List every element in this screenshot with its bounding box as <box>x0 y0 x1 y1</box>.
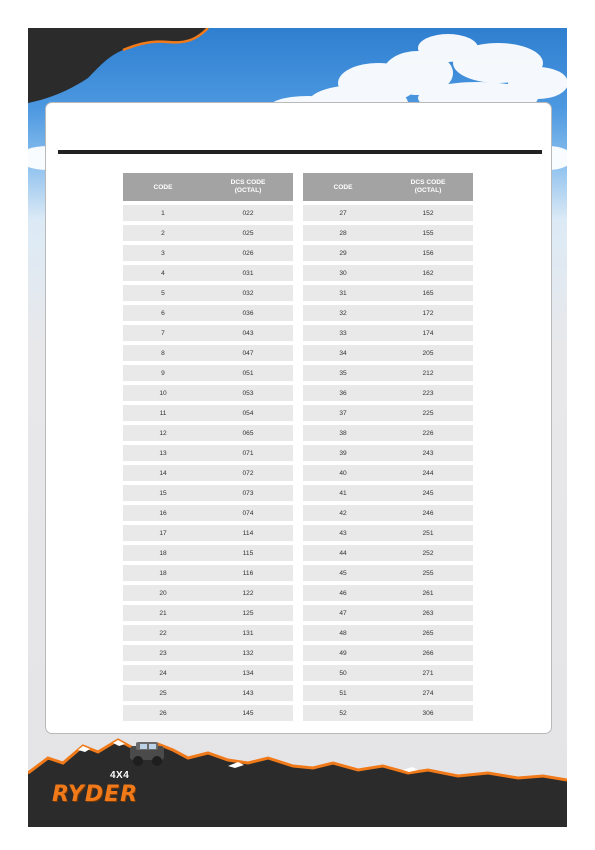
table-row <box>303 205 473 221</box>
table-row <box>123 285 293 301</box>
table-row <box>123 705 293 721</box>
table-row <box>123 665 293 681</box>
cell-code: 33 <box>339 329 347 337</box>
header-dcs <box>203 179 293 195</box>
cell-dcs: 243 <box>422 449 434 457</box>
cell-dcs: 025 <box>242 229 254 237</box>
cell-code: 9 <box>161 369 165 377</box>
header-code: CODE <box>153 183 173 191</box>
table-row <box>303 405 473 421</box>
table-row <box>123 485 293 501</box>
table-row <box>123 365 293 381</box>
cell-dcs: 145 <box>242 709 254 717</box>
header-code: CODE <box>333 183 353 191</box>
cell-dcs: 261 <box>422 589 434 597</box>
cell-dcs: 205 <box>422 349 434 357</box>
cell-code: 7 <box>161 329 165 337</box>
table-row <box>303 685 473 701</box>
cell-code: 14 <box>159 469 167 477</box>
cell-dcs: 165 <box>422 289 434 297</box>
table-row <box>303 365 473 381</box>
cell-code: 52 <box>339 709 347 717</box>
cell-code: 44 <box>339 549 347 557</box>
cell-code: 50 <box>339 669 347 677</box>
table-row <box>123 225 293 241</box>
cell-dcs: 152 <box>422 209 434 217</box>
table-row <box>123 605 293 621</box>
table-row <box>303 565 473 581</box>
cell-code: 12 <box>159 429 167 437</box>
cell-dcs: 246 <box>422 509 434 517</box>
table-row <box>303 585 473 601</box>
cell-code: 34 <box>339 349 347 357</box>
cell-code: 18 <box>159 549 167 557</box>
table-row <box>123 265 293 281</box>
cell-code: 6 <box>161 309 165 317</box>
table-row <box>303 245 473 261</box>
table-row <box>303 325 473 341</box>
cell-dcs: 212 <box>422 369 434 377</box>
header-dcs-line1: DCS CODE <box>410 179 446 186</box>
table-row <box>123 345 293 361</box>
cell-code: 25 <box>159 689 167 697</box>
cell-code: 15 <box>159 489 167 497</box>
table-row <box>303 425 473 441</box>
table-row <box>303 525 473 541</box>
table-row <box>123 505 293 521</box>
cell-code: 40 <box>339 469 347 477</box>
cell-code: 21 <box>159 609 167 617</box>
cell-code: 22 <box>159 629 167 637</box>
cell-dcs: 043 <box>242 329 254 337</box>
cell-code: 13 <box>159 449 167 457</box>
table-row <box>303 465 473 481</box>
cell-code: 23 <box>159 649 167 657</box>
cell-dcs: 122 <box>242 589 254 597</box>
cell-dcs: 245 <box>422 489 434 497</box>
table-row <box>123 585 293 601</box>
cell-code: 8 <box>161 349 165 357</box>
cell-dcs: 134 <box>242 669 254 677</box>
cell-dcs: 225 <box>422 409 434 417</box>
cell-dcs: 031 <box>242 269 254 277</box>
cell-code: 5 <box>161 289 165 297</box>
cell-dcs: 252 <box>422 549 434 557</box>
table-row <box>123 245 293 261</box>
table-row <box>303 665 473 681</box>
table-row <box>123 465 293 481</box>
cell-dcs: 271 <box>422 669 434 677</box>
table-header <box>123 173 293 201</box>
cell-code: 11 <box>159 409 167 417</box>
cell-dcs: 125 <box>242 609 254 617</box>
cell-dcs: 065 <box>242 429 254 437</box>
cell-code: 17 <box>159 529 167 537</box>
cell-code: 45 <box>339 569 347 577</box>
table-row <box>123 425 293 441</box>
cell-dcs: 047 <box>242 349 254 357</box>
header-dcs-line2: (OCTAL) <box>234 187 262 194</box>
dcs-table-left <box>123 173 293 725</box>
table-row <box>303 265 473 281</box>
cell-dcs: 071 <box>242 449 254 457</box>
dcs-table-right <box>303 173 473 725</box>
table-body <box>303 205 473 721</box>
cell-code: 26 <box>159 709 167 717</box>
cell-code: 41 <box>339 489 347 497</box>
cell-dcs: 116 <box>242 569 254 577</box>
table-row <box>123 305 293 321</box>
cell-code: 1 <box>161 209 165 217</box>
table-row <box>123 645 293 661</box>
content-panel <box>45 102 552 734</box>
cell-code: 4 <box>161 269 165 277</box>
cell-code: 36 <box>339 389 347 397</box>
cell-dcs: 074 <box>242 509 254 517</box>
cell-dcs: 073 <box>242 489 254 497</box>
brand-sub: 4X4 <box>110 770 130 781</box>
table-row <box>123 405 293 421</box>
cell-code: 24 <box>159 669 167 677</box>
table-row <box>303 705 473 721</box>
cell-code: 31 <box>339 289 347 297</box>
cell-code: 30 <box>339 269 347 277</box>
cell-code: 20 <box>159 589 167 597</box>
cell-dcs: 053 <box>242 389 254 397</box>
cell-dcs: 156 <box>422 249 434 257</box>
table-row <box>303 225 473 241</box>
cell-dcs: 251 <box>422 529 434 537</box>
table-row <box>303 285 473 301</box>
table-row <box>123 445 293 461</box>
cell-code: 43 <box>339 529 347 537</box>
table-row <box>303 305 473 321</box>
cell-code: 42 <box>339 509 347 517</box>
cell-code: 38 <box>339 429 347 437</box>
cell-dcs: 036 <box>242 309 254 317</box>
header-dcs <box>383 179 473 195</box>
cell-dcs: 174 <box>422 329 434 337</box>
cell-code: 39 <box>339 449 347 457</box>
cell-dcs: 022 <box>242 209 254 217</box>
cell-dcs: 026 <box>242 249 254 257</box>
cell-dcs: 143 <box>242 689 254 697</box>
page <box>28 28 567 827</box>
cell-dcs: 072 <box>242 469 254 477</box>
table-row <box>123 625 293 641</box>
table-row <box>303 505 473 521</box>
cell-code: 10 <box>159 389 167 397</box>
cell-dcs: 226 <box>422 429 434 437</box>
cell-code: 51 <box>339 689 347 697</box>
table-row <box>303 625 473 641</box>
cell-dcs: 265 <box>422 629 434 637</box>
table-row <box>123 565 293 581</box>
cell-code: 48 <box>339 629 347 637</box>
table-row <box>303 545 473 561</box>
table-row <box>303 485 473 501</box>
cell-code: 29 <box>339 249 347 257</box>
table-row <box>303 345 473 361</box>
table-row <box>123 685 293 701</box>
cell-dcs: 223 <box>422 389 434 397</box>
table-row <box>303 445 473 461</box>
table-row <box>123 205 293 221</box>
cell-dcs: 306 <box>422 709 434 717</box>
cell-dcs: 155 <box>422 229 434 237</box>
table-row <box>123 545 293 561</box>
cell-dcs: 162 <box>422 269 434 277</box>
brand-name: RYDER <box>52 782 139 807</box>
cell-dcs: 051 <box>242 369 254 377</box>
cell-dcs: 263 <box>422 609 434 617</box>
cell-code: 37 <box>339 409 347 417</box>
cell-dcs: 274 <box>422 689 434 697</box>
cell-dcs: 131 <box>242 629 254 637</box>
cell-dcs: 255 <box>422 569 434 577</box>
cell-code: 35 <box>339 369 347 377</box>
table-row <box>303 385 473 401</box>
top-dark-band <box>28 28 208 103</box>
table-row <box>303 605 473 621</box>
cell-dcs: 054 <box>242 409 254 417</box>
table-row <box>123 325 293 341</box>
table-row <box>303 645 473 661</box>
cell-code: 46 <box>339 589 347 597</box>
table-header <box>303 173 473 201</box>
cell-dcs: 266 <box>422 649 434 657</box>
header-dcs-line2: (OCTAL) <box>414 187 442 194</box>
cell-code: 32 <box>339 309 347 317</box>
cell-code: 49 <box>339 649 347 657</box>
cell-code: 3 <box>161 249 165 257</box>
cell-code: 2 <box>161 229 165 237</box>
title-rule <box>58 150 542 154</box>
cell-code: 47 <box>339 609 347 617</box>
cell-code: 27 <box>339 209 347 217</box>
cell-dcs: 032 <box>242 289 254 297</box>
header-dcs-line1: DCS CODE <box>230 179 266 186</box>
table-body <box>123 205 293 721</box>
cell-dcs: 115 <box>242 549 254 557</box>
cell-dcs: 244 <box>422 469 434 477</box>
cell-code: 28 <box>339 229 347 237</box>
cell-dcs: 114 <box>242 529 254 537</box>
cell-code: 16 <box>159 509 167 517</box>
table-row <box>123 385 293 401</box>
cell-code: 18 <box>159 569 167 577</box>
cell-dcs: 172 <box>422 309 434 317</box>
table-row <box>123 525 293 541</box>
cell-dcs: 132 <box>242 649 254 657</box>
